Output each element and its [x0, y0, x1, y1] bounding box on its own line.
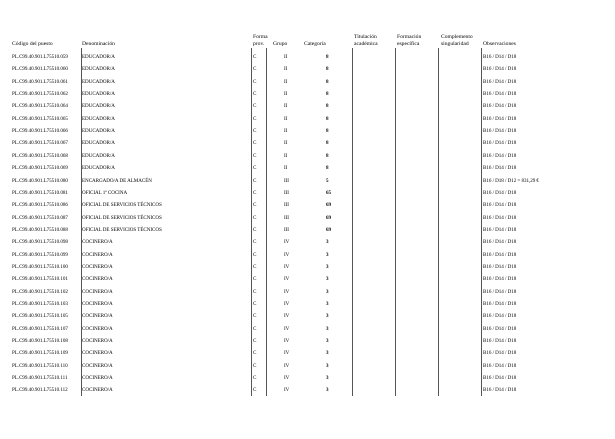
cell-grupo: IV — [284, 276, 290, 283]
cell-categoria: 65 — [326, 189, 331, 196]
cell-categoria: 8 — [326, 66, 329, 73]
cell-codigo: PL.C99.40.901.L75510.103 — [12, 301, 68, 307]
cell-observaciones: B16 / D14 / D18 — [483, 375, 517, 382]
header-titulacion-line2: académica — [354, 41, 378, 47]
table-row — [12, 310, 612, 322]
cell-observaciones: B16 / D14 / D18 — [483, 152, 517, 159]
cell-categoria: 8 — [326, 91, 329, 98]
cell-observaciones: B16 / D14 / D18 — [483, 66, 517, 73]
cell-categoria: 3 — [326, 239, 329, 246]
cell-forma: C — [253, 91, 257, 98]
cell-grupo: III — [284, 214, 289, 221]
cell-grupo: IV — [284, 251, 290, 258]
cell-codigo: PL.C99.40.901.L75510.068 — [12, 152, 68, 159]
cell-grupo: III — [284, 177, 289, 184]
cell-observaciones: B16 / D14 / D18 — [483, 202, 517, 209]
table-row — [12, 384, 612, 396]
cell-codigo: PL.C99.40.901.L75510.087 — [12, 214, 68, 221]
table-row — [12, 212, 612, 224]
cell-categoria: 3 — [326, 301, 329, 307]
cell-grupo: II — [284, 103, 288, 110]
cell-forma: C — [253, 301, 257, 307]
header-grupo: Grupo — [273, 41, 288, 47]
cell-forma: C — [253, 325, 257, 332]
table-row — [12, 261, 612, 273]
cell-forma: C — [253, 103, 257, 110]
cell-codigo: PL.C99.40.901.L75510.107 — [12, 325, 68, 332]
cell-denominacion: EDUCADOR/A — [82, 66, 115, 73]
cell-categoria: 3 — [326, 263, 329, 270]
cell-codigo: PL.C99.40.901.L75510.081 — [12, 189, 68, 196]
cell-observaciones: B16 / D14 / D18 — [483, 350, 517, 357]
cell-observaciones: B16 / D14 / D18 — [483, 276, 517, 283]
cell-grupo: III — [284, 226, 289, 233]
table-row — [12, 88, 612, 100]
cell-denominacion: OFICIAL DE SERVICIOS TÉCNICOS — [82, 214, 162, 221]
header-complemento-line2: singularidad — [441, 41, 469, 47]
cell-categoria: 3 — [326, 251, 329, 258]
cell-denominacion: COCINERO/A — [82, 387, 113, 394]
cell-forma: C — [253, 350, 257, 357]
cell-categoria: 3 — [326, 276, 329, 283]
cell-categoria: 8 — [326, 103, 329, 110]
cell-denominacion: COCINERO/A — [82, 375, 113, 382]
cell-forma: C — [253, 276, 257, 283]
cell-observaciones: B16 / D14 / D18 — [483, 239, 517, 246]
table-row — [12, 100, 612, 112]
cell-denominacion: COCINERO/A — [82, 313, 113, 320]
cell-categoria: 3 — [326, 350, 329, 357]
cell-denominacion: COCINERO/A — [82, 362, 113, 369]
cell-grupo: IV — [284, 325, 290, 332]
cell-forma: C — [253, 338, 257, 345]
cell-categoria: 69 — [326, 226, 331, 233]
cell-forma: C — [253, 375, 257, 382]
cell-codigo: PL.C99.40.901.L75510.086 — [12, 202, 68, 209]
cell-grupo: II — [284, 78, 288, 85]
cell-codigo: PL.C99.40.901.L75510.065 — [12, 115, 68, 122]
cell-codigo: PL.C99.40.901.L75510.109 — [12, 350, 68, 357]
cell-codigo: PL.C99.40.901.L75510.064 — [12, 103, 68, 110]
cell-observaciones: B16 / D14 / D18 — [483, 251, 517, 258]
cell-forma: C — [253, 54, 257, 60]
header-denominacion: Denominación — [82, 41, 115, 47]
cell-categoria: 69 — [326, 214, 331, 221]
cell-categoria: 8 — [326, 152, 329, 159]
cell-forma: C — [253, 66, 257, 73]
cell-denominacion: EDUCADOR/A — [82, 54, 115, 60]
cell-denominacion: COCINERO/A — [82, 288, 113, 295]
cell-forma: C — [253, 152, 257, 159]
cell-codigo: PL.C99.40.901.L75510.088 — [12, 226, 68, 233]
cell-codigo: PL.C99.40.901.L75510.066 — [12, 128, 68, 135]
cell-grupo: IV — [284, 313, 290, 320]
header-titulacion-line1: Titulación — [354, 34, 377, 40]
cell-denominacion: COCINERO/A — [82, 301, 113, 307]
cell-observaciones: B16 / D14 / D18 — [483, 301, 517, 307]
cell-denominacion: COCINERO/A — [82, 325, 113, 332]
table-row — [12, 199, 612, 211]
cell-forma: C — [253, 288, 257, 295]
cell-grupo: IV — [284, 301, 290, 307]
cell-forma: C — [253, 251, 257, 258]
table-row — [12, 323, 612, 335]
cell-forma: C — [253, 78, 257, 85]
cell-forma: C — [253, 115, 257, 122]
cell-grupo: IV — [284, 387, 290, 394]
cell-grupo: IV — [284, 375, 290, 382]
cell-observaciones: B16 / D14 / D18 — [483, 189, 517, 196]
cell-codigo: PL.C99.40.901.L75510.059 — [12, 54, 68, 60]
cell-forma: C — [253, 128, 257, 135]
table-row — [12, 224, 612, 236]
table-row — [12, 286, 612, 298]
cell-grupo: IV — [284, 288, 290, 295]
header-observaciones: Observaciones — [483, 41, 516, 47]
table-row — [12, 187, 612, 199]
table-row — [12, 249, 612, 261]
cell-denominacion: EDUCADOR/A — [82, 78, 115, 85]
header-codigo: Código del puesto — [12, 41, 53, 47]
table-row — [12, 347, 612, 359]
cell-forma: C — [253, 214, 257, 221]
cell-observaciones: B16 / D14 / D18 — [483, 288, 517, 295]
cell-denominacion: COCINERO/A — [82, 263, 113, 270]
cell-grupo: II — [284, 140, 288, 147]
cell-denominacion: EDUCADOR/A — [82, 103, 115, 110]
cell-observaciones: B16 / D14 / D18 — [483, 362, 517, 369]
cell-observaciones: B16 / D14 / D18 — [483, 387, 517, 394]
header-forma-line2: prov. — [253, 41, 265, 47]
cell-forma: C — [253, 387, 257, 394]
cell-denominacion: OFICIAL DE SERVICIOS TÉCNICOS — [82, 202, 162, 209]
cell-forma: C — [253, 313, 257, 320]
cell-categoria: 3 — [326, 387, 329, 394]
cell-denominacion: COCINERO/A — [82, 239, 113, 246]
cell-categoria: 8 — [326, 54, 329, 60]
cell-grupo: II — [284, 128, 288, 135]
cell-grupo: III — [284, 189, 289, 196]
cell-categoria: 3 — [326, 288, 329, 295]
cell-categoria: 8 — [326, 140, 329, 147]
table-row — [12, 273, 612, 285]
cell-denominacion: ENCARGADO/A DE ALMACÉN — [82, 177, 152, 184]
cell-forma: C — [253, 177, 257, 184]
cell-categoria: 8 — [326, 128, 329, 135]
cell-observaciones: B16 / D18 / D12 = 831,29 € — [483, 177, 539, 184]
header-categoria: Categoría — [304, 41, 326, 47]
cell-observaciones: B16 / D14 / D18 — [483, 128, 517, 135]
cell-denominacion: COCINERO/A — [82, 276, 113, 283]
cell-denominacion: EDUCADOR/A — [82, 140, 115, 147]
cell-forma: C — [253, 189, 257, 196]
cell-codigo: PL.C99.40.901.L75510.110 — [12, 362, 68, 369]
table-row — [12, 63, 612, 75]
cell-grupo: IV — [284, 350, 290, 357]
cell-denominacion: COCINERO/A — [82, 350, 113, 357]
table-row — [12, 76, 612, 88]
cell-denominacion: EDUCADOR/A — [82, 152, 115, 159]
cell-observaciones: B16 / D14 / D18 — [483, 313, 517, 320]
cell-denominacion: COCINERO/A — [82, 338, 113, 345]
cell-observaciones: B16 / D14 / D18 — [483, 214, 517, 221]
cell-grupo: III — [284, 202, 289, 209]
cell-forma: C — [253, 226, 257, 233]
cell-grupo: II — [284, 91, 288, 98]
cell-forma: C — [253, 239, 257, 246]
cell-codigo: PL.C99.40.901.L75510.100 — [12, 263, 68, 270]
cell-denominacion: OFICIAL DE SERVICIOS TÉCNICOS — [82, 226, 162, 233]
cell-forma: C — [253, 202, 257, 209]
cell-forma: C — [253, 165, 257, 172]
cell-denominacion: OFICIAL 1ª COCINA — [82, 189, 128, 196]
cell-observaciones: B16 / D14 / D18 — [483, 140, 517, 147]
header-complemento-line1: Complemento — [441, 34, 473, 40]
cell-grupo: IV — [284, 362, 290, 369]
cell-denominacion: EDUCADOR/A — [82, 115, 115, 122]
cell-forma: C — [253, 140, 257, 147]
cell-observaciones: B16 / D14 / D18 — [483, 165, 517, 172]
table-row — [12, 125, 612, 137]
table-row — [12, 236, 612, 248]
cell-observaciones: B16 / D14 / D18 — [483, 54, 517, 60]
cell-codigo: PL.C99.40.901.L75510.080 — [12, 177, 68, 184]
cell-codigo: PL.C99.40.901.L75510.101 — [12, 276, 68, 283]
cell-grupo: II — [284, 54, 288, 60]
cell-categoria: 3 — [326, 325, 329, 332]
header-formacion-line2: específica — [397, 41, 420, 47]
table-row — [12, 360, 612, 372]
table-row — [12, 51, 612, 63]
table-row — [12, 175, 612, 187]
cell-codigo: PL.C99.40.901.L75510.108 — [12, 338, 68, 345]
table-row — [12, 162, 612, 174]
cell-codigo: PL.C99.40.901.L75510.098 — [12, 239, 68, 246]
cell-observaciones: B16 / D14 / D18 — [483, 263, 517, 270]
cell-categoria: 8 — [326, 165, 329, 172]
cell-observaciones: B16 / D14 / D18 — [483, 103, 517, 110]
cell-observaciones: B16 / D14 / D18 — [483, 325, 517, 332]
cell-codigo: PL.C99.40.901.L75510.062 — [12, 91, 68, 98]
cell-categoria: 8 — [326, 115, 329, 122]
cell-grupo: II — [284, 165, 288, 172]
cell-grupo: IV — [284, 239, 290, 246]
cell-categoria: 3 — [326, 362, 329, 369]
cell-observaciones: B16 / D14 / D18 — [483, 226, 517, 233]
cell-categoria: 3 — [326, 375, 329, 382]
cell-forma: C — [253, 362, 257, 369]
cell-denominacion: COCINERO/A — [82, 251, 113, 258]
cell-grupo: IV — [284, 338, 290, 345]
cell-denominacion: EDUCADOR/A — [82, 165, 115, 172]
header-forma-line1: Forma — [253, 34, 268, 40]
cell-codigo: PL.C99.40.901.L75510.061 — [12, 78, 68, 85]
cell-codigo: PL.C99.40.901.L75510.060 — [12, 66, 68, 73]
table-row — [12, 372, 612, 384]
table-row — [12, 137, 612, 149]
header-formacion-line1: Formación — [397, 34, 422, 40]
cell-grupo: II — [284, 66, 288, 73]
table-row — [12, 335, 612, 347]
cell-observaciones: B16 / D14 / D18 — [483, 78, 517, 85]
cell-observaciones: B16 / D14 / D18 — [483, 91, 517, 98]
cell-grupo: II — [284, 115, 288, 122]
cell-denominacion: EDUCADOR/A — [82, 91, 115, 98]
cell-codigo: PL.C99.40.901.L75510.105 — [12, 313, 68, 320]
table-row — [12, 113, 612, 125]
cell-observaciones: B16 / D14 / D18 — [483, 115, 517, 122]
cell-categoria: 5 — [326, 177, 329, 184]
cell-grupo: II — [284, 152, 288, 159]
cell-forma: C — [253, 263, 257, 270]
cell-categoria: 8 — [326, 78, 329, 85]
cell-categoria: 3 — [326, 313, 329, 320]
table-row — [12, 150, 612, 162]
cell-codigo: PL.C99.40.901.L75510.069 — [12, 165, 68, 172]
cell-categoria: 69 — [326, 202, 331, 209]
cell-codigo: PL.C99.40.901.L75510.111 — [12, 375, 68, 382]
cell-categoria: 3 — [326, 338, 329, 345]
cell-denominacion: EDUCADOR/A — [82, 128, 115, 135]
cell-grupo: IV — [284, 263, 290, 270]
cell-codigo: PL.C99.40.901.L75510.067 — [12, 140, 68, 147]
table-row — [12, 298, 612, 310]
cell-codigo: PL.C99.40.901.L75510.112 — [12, 387, 68, 394]
cell-codigo: PL.C99.40.901.L75510.099 — [12, 251, 68, 258]
cell-observaciones: B16 / D14 / D18 — [483, 338, 517, 345]
cell-codigo: PL.C99.40.901.L75510.102 — [12, 288, 68, 295]
